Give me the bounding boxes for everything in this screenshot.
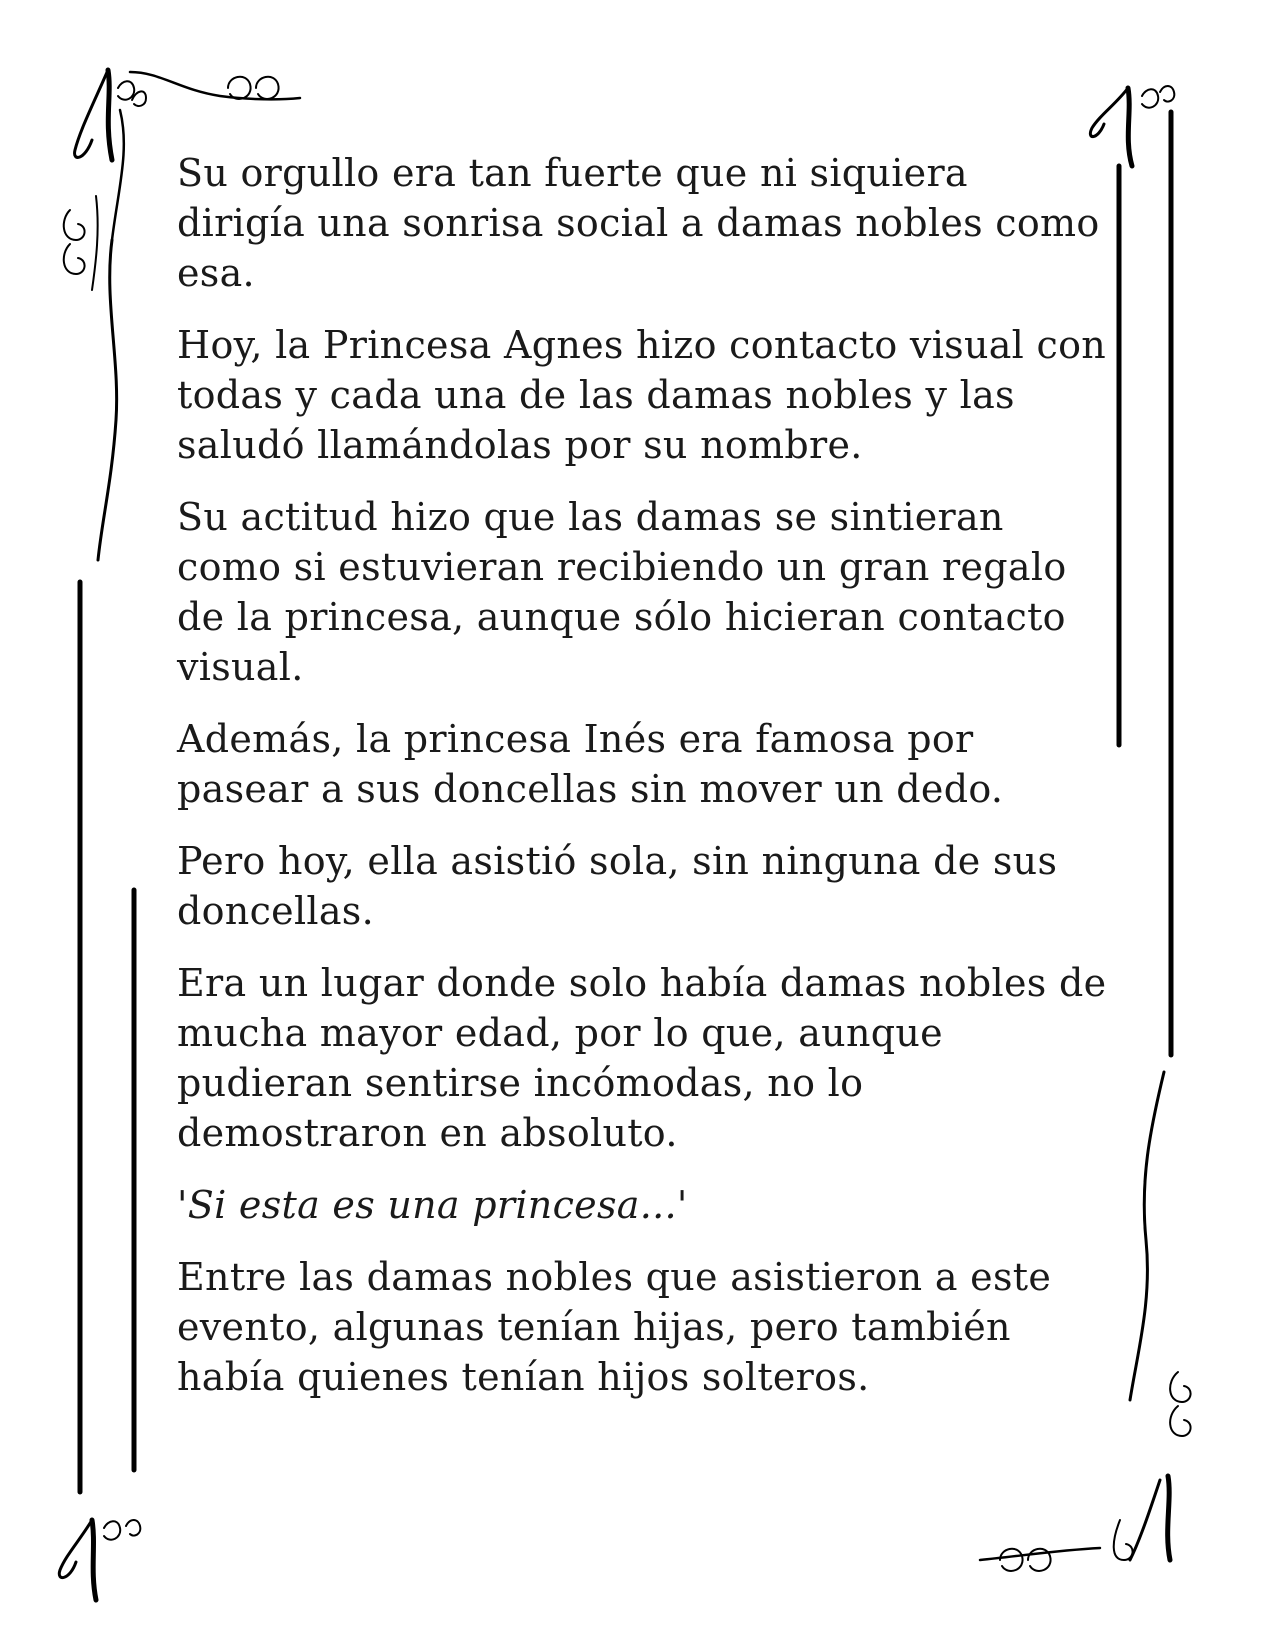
paragraph: Su orgullo era tan fuerte que ni siquiera dirigía una sonrisa social a damas nobles como esa. — [177, 151, 1100, 295]
bottom-left-flourish-icon — [59, 1520, 140, 1600]
paragraph: Además, la princesa Inés era famosa por pasear a sus doncellas sin mover un dedo. — [177, 717, 1004, 811]
paragraph: Su actitud hizo que las damas se sintieran como si estuvieran recibiendo un gran regalo de la princesa, aunque sólo hicieran contacto visual. — [177, 495, 1067, 689]
paragraph: Entre las damas nobles que asistieron a este evento, algunas tenían hijas, pero también había quienes tenían hijos solteros. — [177, 1255, 1052, 1399]
paragraph: Era un lugar donde solo había damas nobles de mucha mayor edad, por lo que, aunque pudieran sentirse incómodas, no lo demostraron en absoluto. — [177, 961, 1107, 1155]
paragraph: Hoy, la Princesa Agnes hizo contacto visual con todas y cada una de las damas nobles y las saludó llamándolas por su nombre. — [177, 323, 1107, 467]
paragraph: Pero hoy, ella asistió sola, sin ninguna de sus doncellas. — [177, 839, 1058, 933]
page-body — [177, 148, 1107, 1424]
italic-thought: 'Si esta es una princesa...' — [177, 1183, 688, 1227]
